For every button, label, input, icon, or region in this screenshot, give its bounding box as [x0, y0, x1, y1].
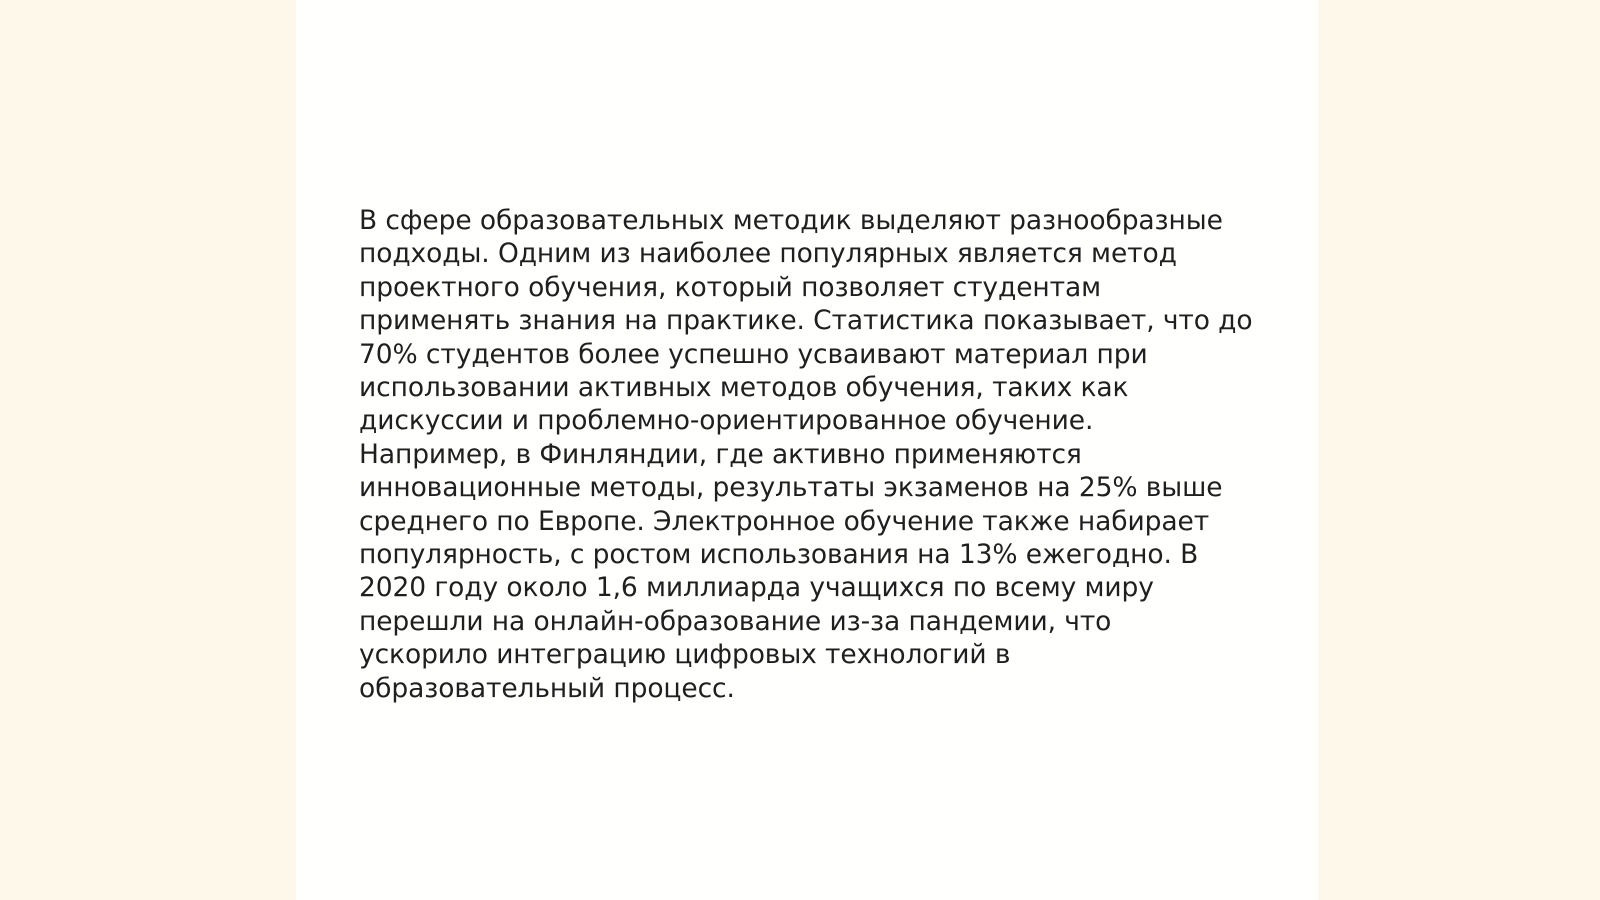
paragraph-line: подходы. Одним из наиболее популярных является метод [359, 238, 1177, 270]
paragraph-line: применять знания на практике. Статистика показывает, что до [359, 305, 1253, 337]
paragraph-line: проектного обучения, который позволяет студентам [359, 271, 1102, 303]
paragraph-line: использовании активных методов обучения, таких как [359, 372, 1129, 404]
paragraph-line: инновационные методы, результаты экзаменов на 25% выше [359, 472, 1223, 504]
paragraph-line: дискуссии и проблемно-ориентированное обучение. [359, 405, 1094, 437]
paragraph-line: В сфере образовательных методик выделяют разнообразные [359, 205, 1223, 236]
document-page [296, 0, 1318, 900]
paragraph-line: Например, в Финляндии, где активно применяются [359, 438, 1082, 470]
paragraph-line: 2020 году около 1,6 миллиарда учащихся по всему миру [359, 572, 1154, 604]
paragraph-line: перешли на онлайн-образование из-за пандемии, что [359, 605, 1112, 637]
paragraph-line: образовательный процесс. [359, 672, 735, 704]
paragraph-line: 70% студентов более успешно усваивают материал при [359, 338, 1148, 370]
paragraph-line: ускорило интеграцию цифровых технологий в [359, 639, 1011, 671]
paragraph-line: среднего по Европе. Электронное обучение также набирает [359, 505, 1210, 537]
paragraph-line: популярность, с ростом использования на 13% ежегодно. В [359, 539, 1199, 571]
body-paragraph [359, 204, 1253, 705]
